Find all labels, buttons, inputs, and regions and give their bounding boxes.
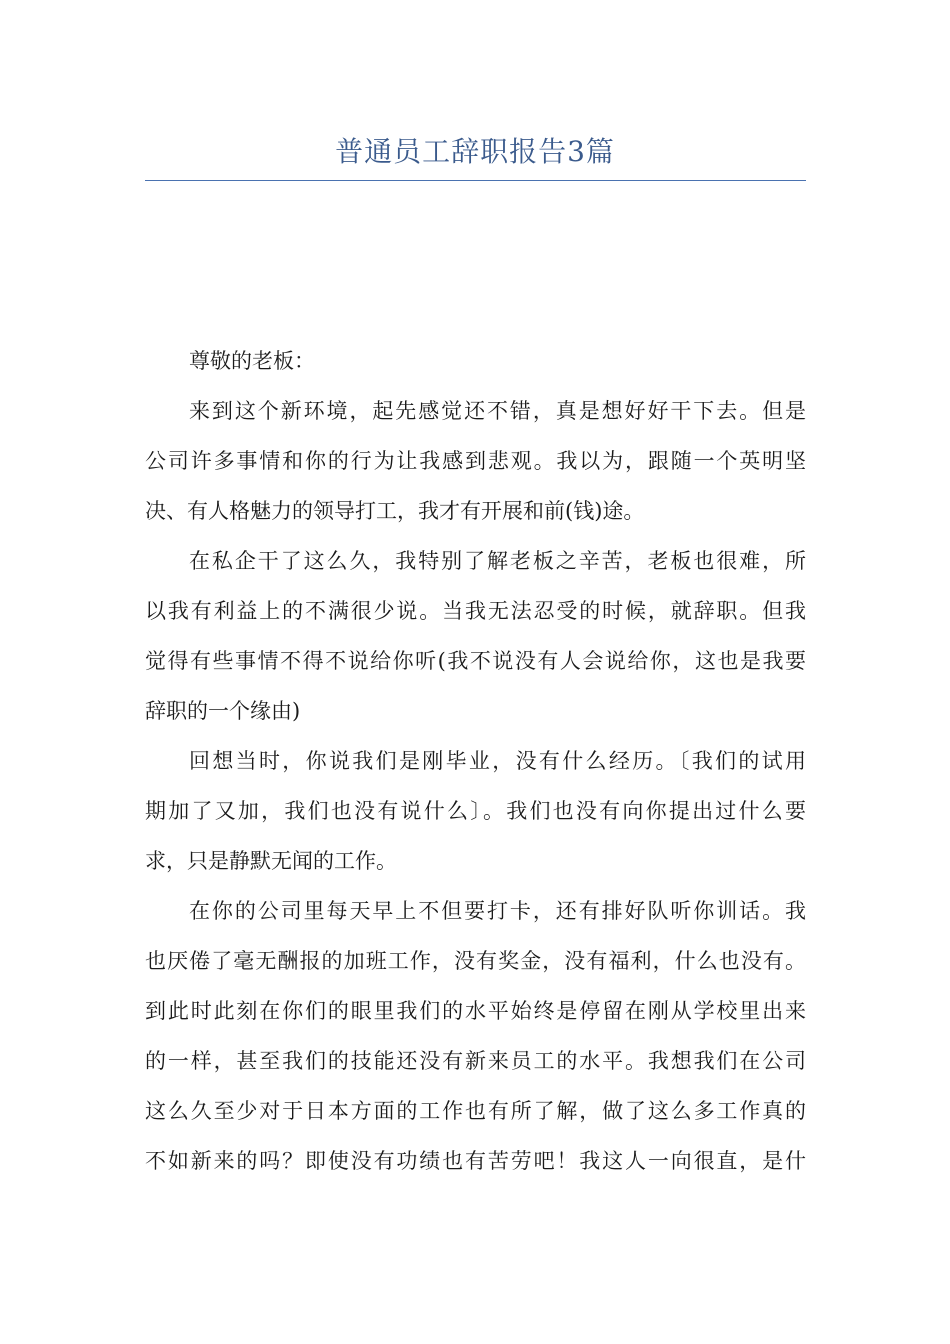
body-line: 的一样，甚至我们的技能还没有新来员工的水平。我想我们在公司	[145, 1049, 806, 1073]
body-line: 回想当时，你说我们是刚毕业，没有什么经历。〔我们的试用	[189, 749, 806, 773]
body-line: 在私企干了这么久，我特别了解老板之辛苦，老板也很难，所	[189, 549, 806, 573]
body-line: 期加了又加，我们也没有说什么〕。我们也没有向你提出过什么要	[145, 799, 806, 823]
body-line: 来到这个新环境，起先感觉还不错，真是想好好干下去。但是	[189, 399, 806, 423]
body-line: 到此时此刻在你们的眼里我们的水平始终是停留在刚从学校里出来	[145, 999, 806, 1023]
body-line: 决、有人格魅力的领导打工，我才有开展和前(钱)途。	[145, 499, 645, 523]
body-line: 以我有利益上的不满很少说。当我无法忍受的时候，就辞职。但我	[145, 599, 806, 623]
body-line: 公司许多事情和你的行为让我感到悲观。我以为，跟随一个英明坚	[145, 449, 806, 473]
body-line: 求，只是静默无闻的工作。	[145, 849, 397, 873]
body-line: 在你的公司里每天早上不但要打卡，还有排好队听你训话。我	[189, 899, 806, 923]
body-line: 尊敬的老板：	[189, 349, 315, 373]
body-line: 辞职的一个缘由)	[145, 699, 301, 723]
body-line: 不如新来的吗？即使没有功绩也有苦劳吧！我这人一向很直，是什	[145, 1149, 806, 1173]
document-body	[145, 336, 806, 1186]
body-line: 也厌倦了毫无酬报的加班工作，没有奖金，没有福利，什么也没有。	[145, 949, 806, 973]
document-title: 普通员工辞职报告3篇	[335, 135, 615, 168]
body-line: 这么久至少对于日本方面的工作也有所了解，做了这么多工作真的	[145, 1099, 806, 1123]
title-underline	[145, 180, 806, 181]
body-line: 觉得有些事情不得不说给你听(我不说没有人会说给你，这也是我要	[145, 649, 806, 673]
